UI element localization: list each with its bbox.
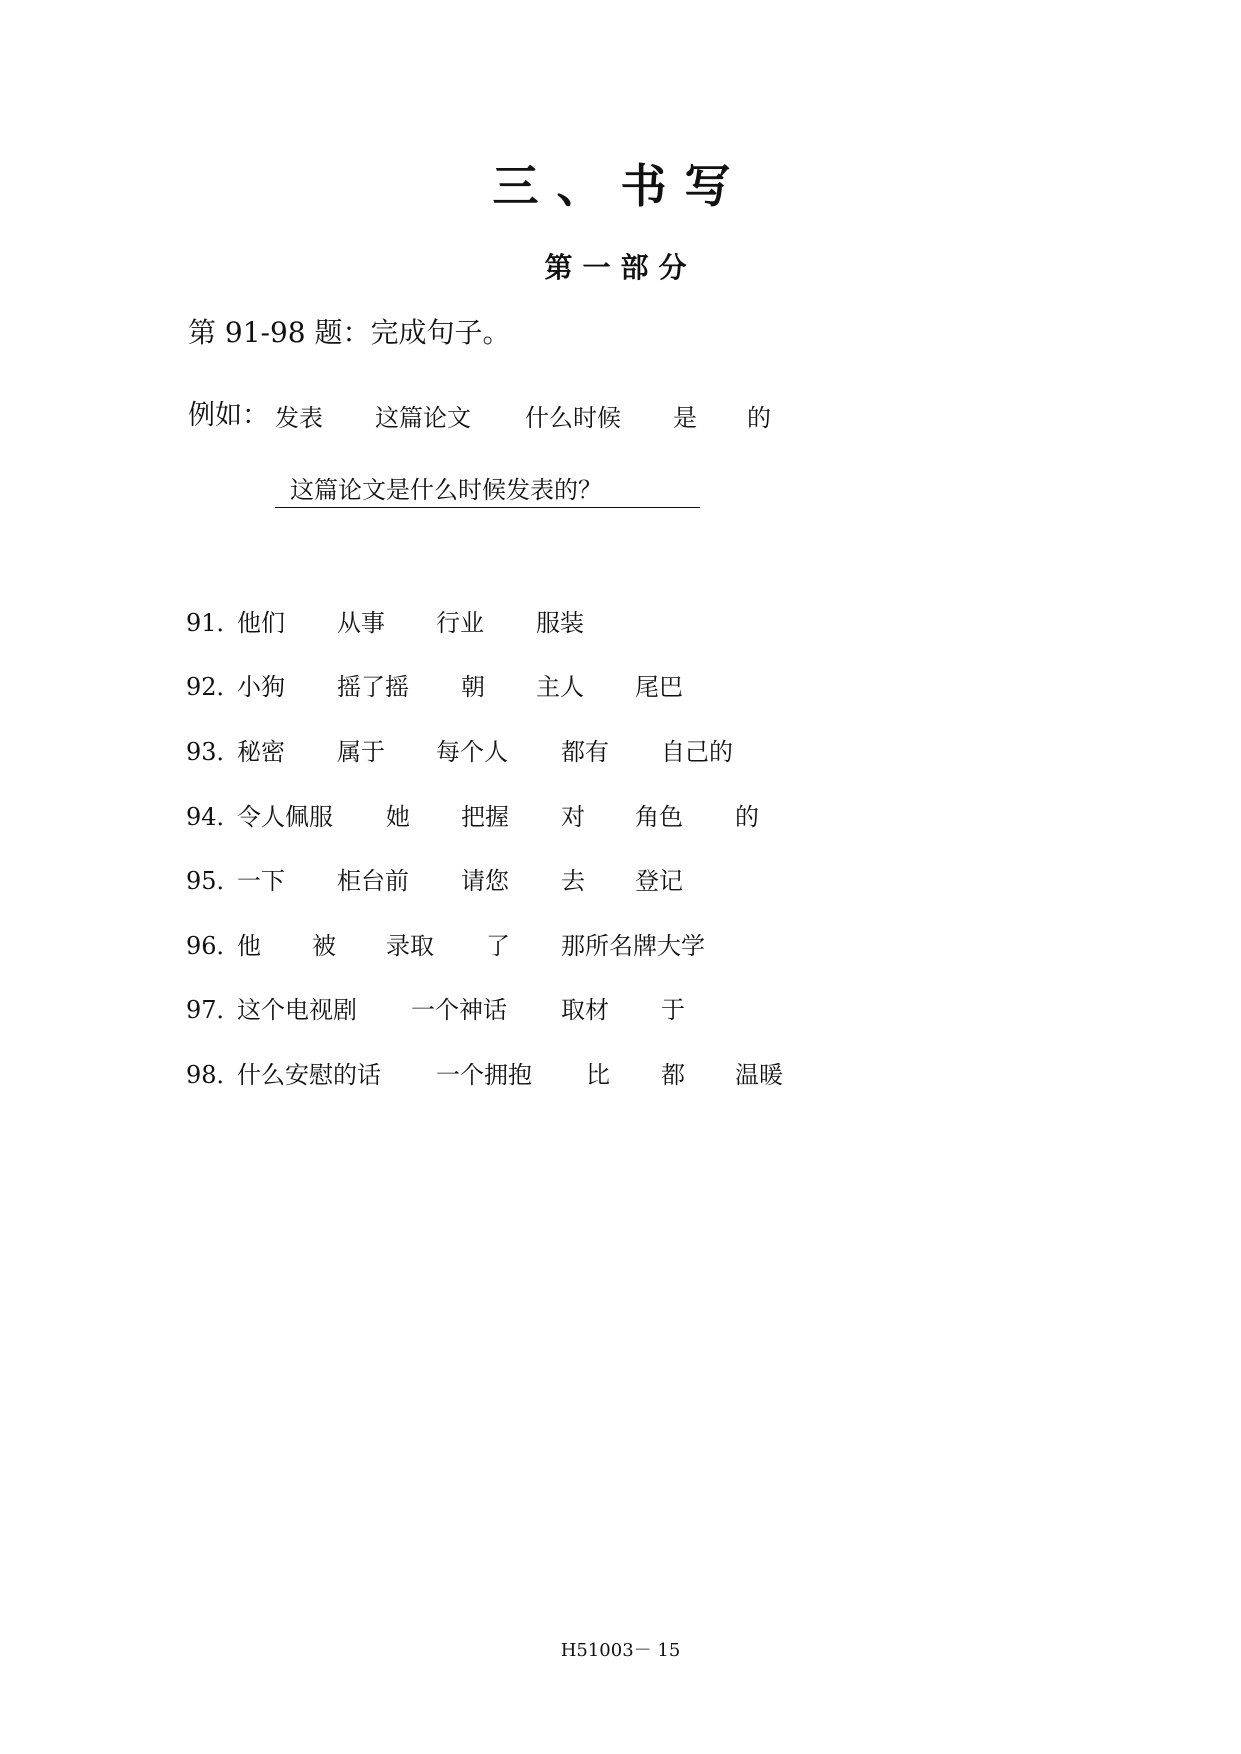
question-word: 一个拥抱	[436, 1061, 532, 1089]
example-label: 例如：	[188, 400, 269, 431]
question-word: 一下	[237, 867, 285, 895]
question-word: 主人	[536, 673, 584, 701]
question-number: 94．	[186, 803, 241, 831]
question-number: 92．	[186, 673, 241, 701]
question-word: 都	[661, 1061, 685, 1089]
question-word: 每个人	[436, 738, 508, 766]
part-title: 第一部分	[544, 251, 697, 284]
question-word: 柜台前	[337, 867, 409, 895]
question-number: 91．	[186, 609, 241, 637]
question-word: 录取	[386, 932, 434, 960]
question-word: 小狗	[237, 673, 285, 701]
section-title: 三、书写	[492, 159, 749, 213]
question-word: 他们	[237, 609, 285, 637]
example-word: 什么时候	[525, 404, 621, 432]
example-word: 发表	[275, 404, 323, 432]
example-word: 的	[747, 404, 771, 432]
question-word: 登记	[635, 867, 683, 895]
question-number: 96．	[186, 932, 241, 960]
example-word: 这篇论文	[375, 404, 471, 432]
question-word: 朝	[461, 673, 485, 701]
question-word: 她	[386, 803, 410, 831]
question-word: 服装	[536, 609, 584, 637]
question-number: 97．	[186, 996, 241, 1024]
question-word: 被	[312, 932, 336, 960]
question-word: 从事	[337, 609, 385, 637]
question-word: 一个神话	[411, 996, 507, 1024]
question-word: 秘密	[237, 738, 285, 766]
example-answer: 这篇论文是什么时候发表的？	[275, 473, 700, 508]
question-word: 比	[586, 1061, 610, 1089]
question-word: 角色	[635, 803, 683, 831]
page-footer: H51003－ 15	[560, 1640, 681, 1661]
question-word: 他	[237, 932, 261, 960]
question-word: 温暖	[735, 1061, 783, 1089]
question-word: 于	[661, 996, 685, 1024]
question-number: 93．	[186, 738, 241, 766]
question-word: 取材	[561, 996, 609, 1024]
question-word: 行业	[436, 609, 484, 637]
question-word: 对	[561, 803, 585, 831]
question-word: 这个电视剧	[237, 996, 357, 1024]
question-word: 请您	[461, 867, 509, 895]
question-word: 什么安慰的话	[237, 1061, 381, 1089]
question-word: 去	[561, 867, 585, 895]
question-word: 属于	[337, 738, 385, 766]
instruction: 第 91-98 题：完成句子。	[188, 316, 511, 349]
question-word: 尾巴	[635, 673, 683, 701]
question-number: 98．	[186, 1061, 241, 1089]
question-number: 95．	[186, 867, 241, 895]
question-word: 那所名牌大学	[561, 932, 705, 960]
question-word: 自己的	[661, 738, 733, 766]
question-word: 了	[486, 932, 510, 960]
question-word: 令人佩服	[237, 803, 333, 831]
example-word: 是	[673, 404, 697, 432]
question-word: 把握	[461, 803, 509, 831]
question-word: 都有	[561, 738, 609, 766]
question-word: 摇了摇	[337, 673, 409, 701]
question-word: 的	[735, 803, 759, 831]
